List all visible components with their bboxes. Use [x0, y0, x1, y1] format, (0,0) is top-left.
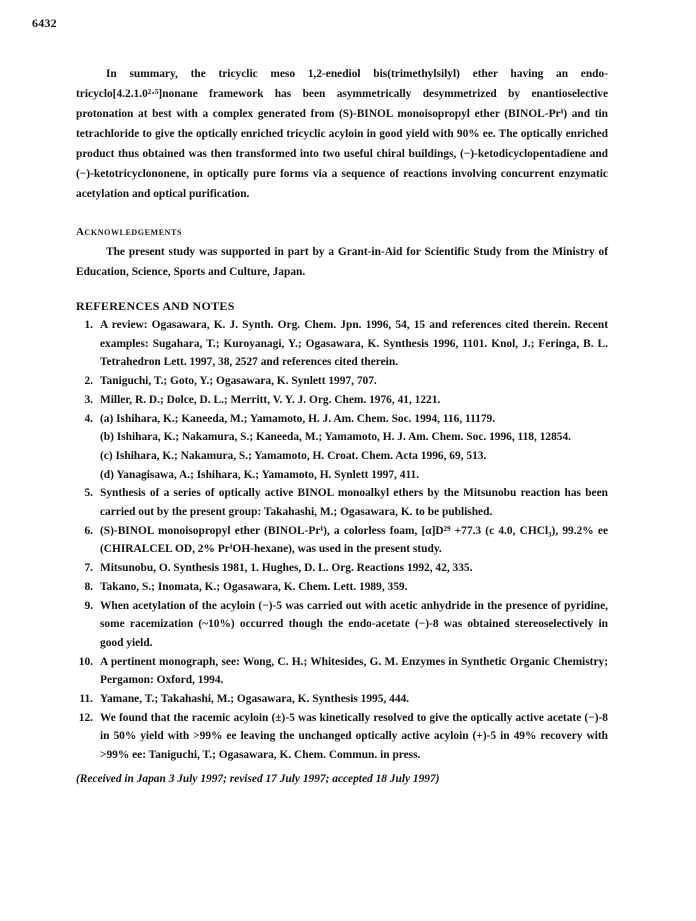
reference-line: Synthesis of a series of optically active BINOL monoalkyl ethers by the Mitsunobu reaction has been carried out by the present group: Takahashi, M.; Ogasawara, K. to be published.: [100, 487, 608, 519]
reference-text: [100, 690, 608, 709]
reference-item: [76, 597, 608, 653]
reference-line: Yamane, T.; Takahashi, M.; Ogasawara, K. Synthesis 1995, 444.: [100, 693, 410, 706]
reference-text: [100, 372, 608, 391]
reference-number: 2.: [84, 375, 93, 388]
reference-number: 8.: [84, 580, 93, 593]
reference-item: [76, 559, 608, 578]
reference-text: [100, 578, 608, 597]
reference-item: [76, 372, 608, 391]
reference-line: (b) Ishihara, K.; Nakamura, S.; Kaneeda, M.; Yamamoto, H. J. Am. Chem. Soc. 1996, 118, 12854.: [100, 431, 572, 444]
reference-number: 1.: [84, 319, 93, 331]
reference-line: A review: Ogasawara, K. J. Synth. Org. Chem. Jpn. 1996, 54, 15 and references cited therein. Recent examples: Sugahara, T.; Kuroyanagi, Y.; Ogasawara, K. Synthesis 1996, 1101. Knol, J.; Feringa, B. L. Tetrahedron Lett. 1997, 38, 2527 and references cited therein.: [100, 319, 608, 369]
reference-number: 12.: [78, 711, 93, 724]
reference-line: When acetylation of the acyloin (−)-5 was carried out with acetic anhydride in the presence of pyridine, some racemization (~10%) occurred though the endo-acetate (−)-8 was obtained stereoselectively in good yield.: [100, 599, 608, 649]
reference-line: Taniguchi, T.; Goto, Y.; Ogasawara, K. Synlett 1997, 707.: [100, 375, 377, 388]
reference-line: Miller, R. D.; Dolce, D. L.; Merritt, V. Y. J. Org. Chem. 1976, 41, 1221.: [100, 393, 441, 406]
acknowledgements-heading: Acknowledgements: [76, 226, 183, 238]
reference-number: 10.: [78, 655, 93, 668]
reference-number: 6.: [84, 524, 93, 537]
reference-item: [76, 391, 608, 410]
reference-line: (a) Ishihara, K.; Kaneeda, M.; Yamamoto, H. J. Am. Chem. Soc. 1994, 116, 11179.: [100, 412, 496, 425]
reference-item: [76, 653, 608, 690]
reference-number: 9.: [84, 599, 93, 612]
references-list: [76, 316, 608, 765]
reference-line: (S)-BINOL monoisopropyl ether (BINOL-Prⁱ), a colorless foam, [α]D²⁹ +77.3 (c 4.0, CHCl₃), 99.2% ee (CHIRALCEL OD, 2% PrⁱOH-hexane), was used in the present study.: [100, 524, 608, 556]
reference-line: Takano, S.; Inomata, K.; Ogasawara, K. Chem. Lett. 1989, 359.: [100, 580, 408, 593]
reference-number: 3.: [84, 393, 93, 406]
reference-text: [100, 559, 608, 578]
reference-item: [76, 578, 608, 597]
reference-line: (d) Yanagisawa, A.; Ishihara, K.; Yamamoto, H. Synlett 1997, 411.: [100, 468, 420, 481]
reference-text: [100, 709, 608, 765]
reference-item: [76, 709, 608, 765]
reference-item: [76, 690, 608, 709]
received-dates: (Received in Japan 3 July 1997; revised 17 July 1997; accepted 18 July 1997): [76, 773, 440, 785]
reference-line: (c) Ishihara, K.; Nakamura, S.; Yamamoto, H. Croat. Chem. Acta 1996, 69, 513.: [100, 449, 487, 462]
text-column: [76, 64, 608, 765]
acknowledgements-text: The present study was supported in part by a Grant-in-Aid for Scientific Study from the Ministry of Education, Science, Sports and Culture, Japan.: [76, 246, 608, 278]
reference-text: [100, 410, 608, 485]
reference-item: [76, 522, 608, 559]
reference-line: Mitsunobu, O. Synthesis 1981, 1. Hughes, D. L. Org. Reactions 1992, 42, 335.: [100, 562, 473, 575]
reference-number: 11.: [79, 693, 93, 706]
reference-text: [100, 597, 608, 653]
references-heading: REFERENCES AND NOTES: [76, 299, 235, 313]
reference-item: [76, 316, 608, 372]
reference-text: [100, 484, 608, 521]
reference-number: 4.: [84, 412, 93, 425]
reference-text: [100, 653, 608, 690]
summary-paragraph: In summary, the tricyclic meso 1,2-enediol bis(trimethylsilyl) ether having an endo-tricyclo[4.2.1.0²·⁵]nonane framework has been asymmetrically desymmetrized by enantioselective protonation at best with a complex generated from (S)-BINOL monoisopropyl ether (BINOL-Prⁱ) and tin tetrachloride to give the optically enriched tricyclic acyloin in good yield with 90% ee. The optically enriched product thus obtained was then transformed into two useful chiral buildings, (−)-ketodicyclopentadiene and (−)-ketotricyclononene, in optically pure forms via a sequence of reactions involving concurrent enzymatic acetylation and optical purification.: [76, 68, 608, 200]
reference-number: 7.: [84, 562, 93, 575]
reference-number: 5.: [84, 487, 93, 500]
reference-text: [100, 522, 608, 559]
reference-line: We found that the racemic acyloin (±)-5 was kinetically resolved to give the optically active acetate (−)-8 in 50% yield with >99% ee leaving the unchanged optically active acyloin (+)-5 in 49% recovery with >99% ee: Taniguchi, T.; Ogasawara, K. Chem. Commun. in press.: [100, 711, 608, 762]
reference-text: [100, 391, 608, 410]
reference-text: [100, 316, 608, 372]
page-number: 6432: [32, 16, 57, 30]
reference-item: [76, 484, 608, 521]
reference-item: [76, 410, 608, 485]
reference-line: A pertinent monograph, see: Wong, C. H.; Whitesides, G. M. Enzymes in Synthetic Organic Chemistry; Pergamon: Oxford, 1994.: [100, 655, 608, 687]
